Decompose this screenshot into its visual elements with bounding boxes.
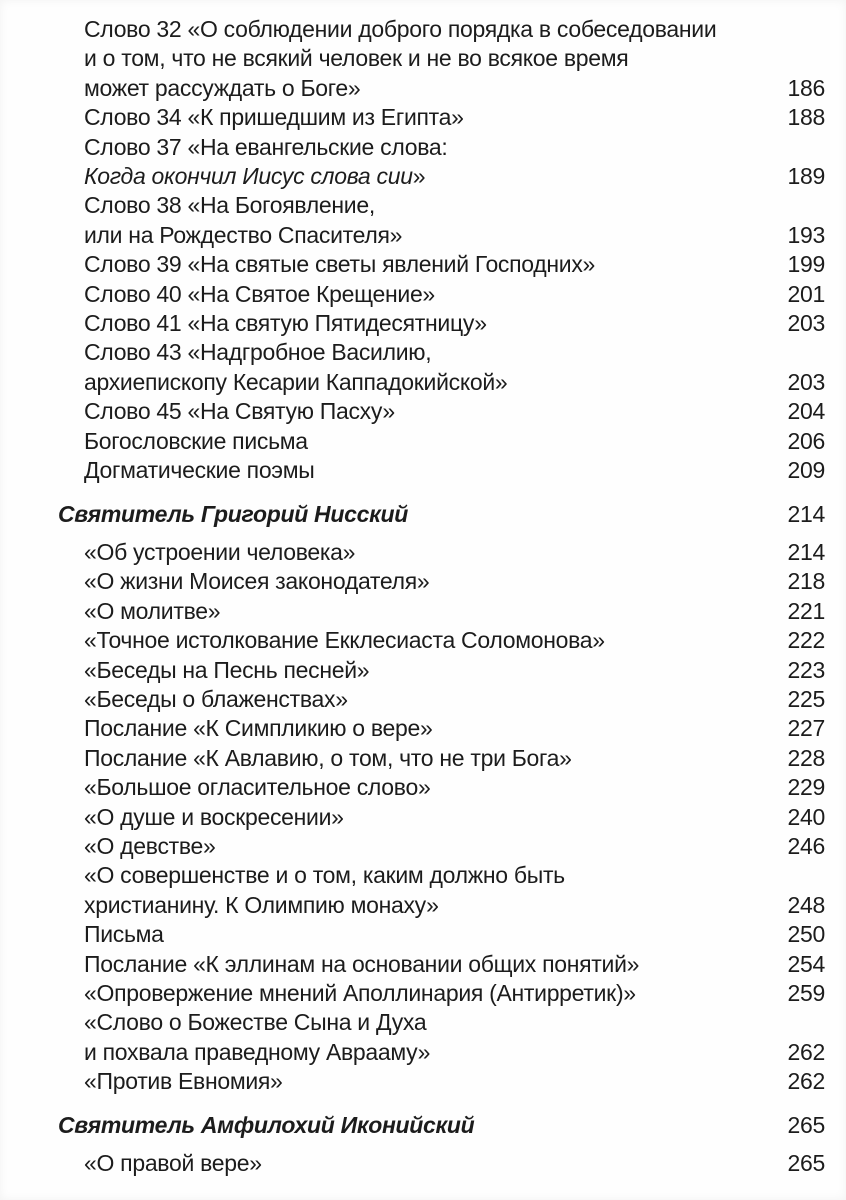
toc-row: [84, 1149, 825, 1178]
toc-entry-title: «Беседы на Песнь песней»: [84, 656, 370, 683]
toc-row: [84, 368, 825, 397]
toc-entry-page: 254: [787, 950, 825, 977]
toc-entry-title: Слово 40 «На Святое Крещение»: [84, 280, 435, 307]
toc-entry-title: «О совершенстве и о том, каким должно быть: [84, 862, 565, 889]
toc-entry-title: и похвала праведному Аврааму»: [84, 1038, 431, 1065]
toc-entry-title: Святитель Амфилохий Иконийский: [58, 1111, 475, 1138]
toc-entry-page: 193: [787, 221, 825, 248]
toc-entry-page: 248: [787, 891, 825, 918]
toc-entry-title: Слово 43 «Надгробное Василию,: [84, 339, 432, 366]
toc-entry-page: 214: [787, 538, 825, 565]
toc-entry-title: Святитель Григорий Нисский: [58, 500, 408, 527]
toc-row: [84, 133, 825, 162]
toc-entry-title: «О жизни Моисея законодателя»: [84, 568, 430, 595]
toc-entry-title: Слово 39 «На святые светы явлений Господних»: [84, 251, 596, 278]
toc-entry-title: Богословские письма: [84, 427, 308, 454]
toc-entry-page: 228: [787, 744, 825, 771]
toc-entry-page: 262: [787, 1068, 825, 1095]
toc-entry-page: 240: [787, 803, 825, 830]
toc-entry-title: «Беседы о блаженствах»: [84, 685, 348, 712]
toc-row: [84, 1038, 825, 1067]
toc-entry-page: 265: [787, 1150, 825, 1177]
toc-entry-title: Слово 37 «На евангельские слова:: [84, 133, 448, 160]
toc-row: [84, 861, 825, 890]
toc-entry-title: или на Рождество Спасителя»: [84, 221, 403, 248]
toc-row: [84, 803, 825, 832]
toc-entry-title: и о том, что не всякий человек и не во всякое время: [84, 45, 629, 72]
toc-entry-page: 246: [787, 832, 825, 859]
toc-row: [84, 773, 825, 802]
toc-row: [84, 221, 825, 250]
toc-entry-title: «О душе и воскресении»: [84, 803, 344, 830]
toc-entry-title: «О правой вере»: [84, 1150, 262, 1177]
toc-entry-title: Слово 38 «На Богоявление,: [84, 192, 375, 219]
toc-entry-title: Послание «К эллинам на основании общих понятий»: [84, 950, 640, 977]
toc-entry-page: 221: [787, 597, 825, 624]
toc-row: [84, 950, 825, 979]
toc-entry-page: 259: [787, 980, 825, 1006]
toc-row: [84, 456, 825, 485]
toc-entry-page: 186: [787, 74, 825, 101]
toc-row: [84, 191, 825, 220]
toc-entry-title: [84, 162, 425, 191]
toc-row: [84, 891, 825, 920]
toc-row: [84, 685, 825, 714]
toc-entry-title: Слово 32 «О соблюдении доброго порядка в собеседовании: [84, 16, 717, 42]
toc-row: [84, 44, 825, 73]
toc-entry-page: 218: [787, 568, 825, 595]
toc-entry-page: 229: [787, 774, 825, 801]
toc-row: [84, 397, 825, 426]
toc-row: [84, 338, 825, 367]
toc-row: [84, 714, 825, 743]
toc-entry-page: 201: [787, 280, 825, 307]
toc-row: [84, 538, 825, 567]
toc-row: [84, 626, 825, 655]
toc-entry-title: «Точное истолкование Екклесиаста Соломонова»: [84, 627, 605, 654]
toc-entry-page: 189: [787, 163, 825, 190]
toc-entry-page: 222: [787, 627, 825, 654]
toc-entry-page: 250: [787, 921, 825, 948]
toc-entry-title: Слово 34 «К пришедшим из Египта»: [84, 104, 464, 131]
toc-row: [84, 832, 825, 861]
toc-row: [84, 427, 825, 456]
toc-entry-page: 214: [787, 500, 825, 527]
toc-row: [84, 979, 825, 1008]
toc-entry-page: 204: [787, 398, 825, 425]
toc-entry-title-suffix: »: [412, 163, 426, 190]
toc-row: [84, 280, 825, 309]
toc-entry-page: 188: [787, 104, 825, 131]
toc-entry-title: Письма: [84, 921, 164, 948]
toc-row: [84, 74, 825, 103]
toc-row: [84, 103, 825, 132]
toc-row: [84, 15, 825, 44]
toc-row: [84, 597, 825, 626]
toc-entry-title: «Слово о Божестве Сына и Духа: [84, 1009, 427, 1036]
toc-entry-title: Слово 41 «На святую Пятидесятницу»: [84, 310, 487, 337]
toc-row: [84, 250, 825, 279]
toc-entry-title: Послание «К Симпликию о вере»: [84, 715, 433, 742]
toc-entry-page: 203: [787, 368, 825, 395]
toc-row: [84, 1008, 825, 1037]
toc-entry-page: 209: [787, 457, 825, 484]
toc-section-header: [58, 500, 825, 529]
toc-row: [84, 567, 825, 596]
toc-row: [84, 1067, 825, 1096]
toc-entry-title: христианину. К Олимпию монаху»: [84, 891, 439, 918]
toc-row: [84, 309, 825, 338]
toc-entry-title: «Большое огласительное слово»: [84, 774, 431, 801]
toc-entry-title: «О девстве»: [84, 832, 216, 859]
toc-entry-page: 227: [787, 715, 825, 742]
toc-entry-page: 203: [787, 310, 825, 337]
toc-entry-title-italic: Когда окончил Иисус слова сии: [84, 163, 413, 190]
toc-entry-title: «Против Евномия»: [84, 1068, 283, 1095]
toc-entry-page: 225: [787, 685, 825, 712]
toc-entry-title: Послание «К Авлавию, о том, что не три Бога»: [84, 744, 572, 771]
toc-entry-page: 223: [787, 656, 825, 683]
toc-list: [58, 15, 825, 1178]
toc-section-header: [58, 1111, 825, 1140]
toc-row: [84, 162, 825, 191]
toc-row: [84, 920, 825, 949]
toc-entry-title: Догматические поэмы: [84, 457, 315, 484]
toc-entry-title: архиепископу Кесарии Каппадокийской»: [84, 368, 508, 395]
toc-entry-title: «Опровержение мнений Аполлинария (Антирретик)»: [84, 980, 636, 1006]
toc-entry-page: 206: [787, 427, 825, 454]
toc-row: [84, 744, 825, 773]
toc-entry-page: 199: [787, 251, 825, 278]
toc-entry-title: может рассуждать о Боге»: [84, 74, 361, 101]
toc-entry-title: «Об устроении человека»: [84, 538, 356, 565]
toc-row: [84, 656, 825, 685]
toc-entry-page: 262: [787, 1038, 825, 1065]
toc-entry-page: 265: [787, 1111, 825, 1138]
toc-entry-title: Слово 45 «На Святую Пасху»: [84, 398, 395, 425]
toc-entry-title: «О молитве»: [84, 597, 221, 624]
